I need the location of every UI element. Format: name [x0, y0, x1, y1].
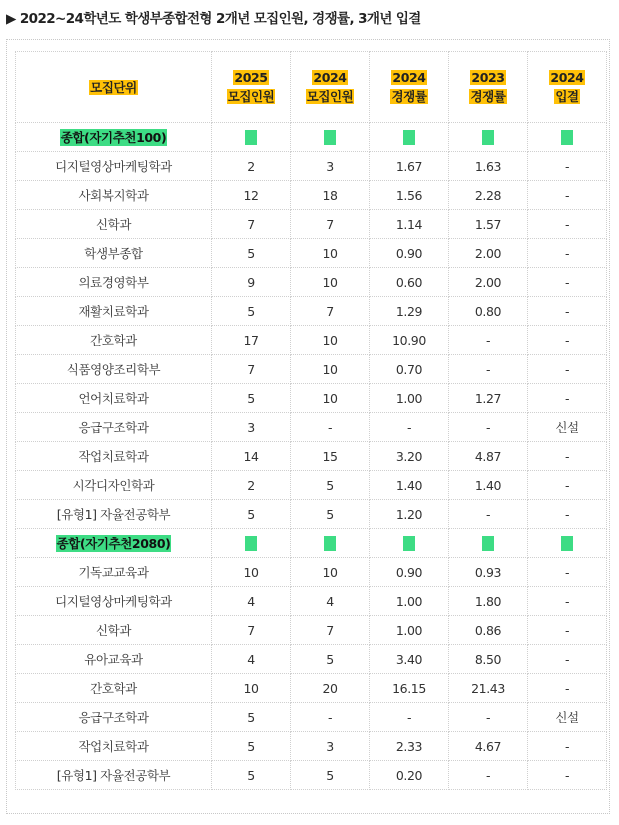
header-col: 2024 모집인원 — [291, 52, 370, 123]
value-cell: 1.00 — [370, 587, 449, 616]
value-cell: 10 — [291, 558, 370, 587]
department-cell: 의료경영학부 — [16, 268, 212, 297]
value-cell: 5 — [212, 732, 291, 761]
value-cell: - — [528, 732, 607, 761]
value-cell: 5 — [291, 645, 370, 674]
value-cell: 18 — [291, 181, 370, 210]
green-marker — [403, 130, 415, 145]
value-cell: 7 — [291, 297, 370, 326]
value-cell: 20 — [291, 674, 370, 703]
table-row — [16, 210, 607, 239]
table-row — [16, 384, 607, 413]
group-marker-cell — [449, 123, 528, 152]
group-name: 종합(자기추천100) — [16, 123, 212, 152]
value-cell: 1.00 — [370, 384, 449, 413]
department-cell: 신학과 — [16, 210, 212, 239]
admission-table — [15, 51, 607, 790]
value-cell: 10.90 — [370, 326, 449, 355]
value-cell: 0.90 — [370, 558, 449, 587]
value-cell: - — [528, 471, 607, 500]
value-cell: 5 — [212, 761, 291, 790]
value-cell: 3 — [291, 732, 370, 761]
value-cell: - — [370, 413, 449, 442]
green-marker — [324, 130, 336, 145]
header-col: 2023 경쟁률 — [449, 52, 528, 123]
value-cell: 14 — [212, 442, 291, 471]
value-cell: 신설 — [528, 413, 607, 442]
value-cell: 10 — [212, 558, 291, 587]
value-cell: 1.00 — [370, 616, 449, 645]
value-cell: 2.00 — [449, 239, 528, 268]
value-cell: 5 — [212, 297, 291, 326]
department-cell: 시각디자인학과 — [16, 471, 212, 500]
value-cell: - — [528, 239, 607, 268]
department-cell: 사회복지학과 — [16, 181, 212, 210]
header-unit: 모집단위 — [16, 52, 212, 123]
value-cell: 1.40 — [370, 471, 449, 500]
value-cell: 5 — [212, 703, 291, 732]
table-row — [16, 442, 607, 471]
value-cell: 8.50 — [449, 645, 528, 674]
value-cell: - — [449, 355, 528, 384]
value-cell: - — [291, 703, 370, 732]
value-cell: - — [528, 384, 607, 413]
value-cell: - — [449, 500, 528, 529]
department-cell: 간호학과 — [16, 674, 212, 703]
group-marker-cell — [370, 123, 449, 152]
green-marker — [403, 536, 415, 551]
green-marker — [482, 536, 494, 551]
value-cell: - — [370, 703, 449, 732]
value-cell: - — [528, 326, 607, 355]
department-cell: 작업치료학과 — [16, 442, 212, 471]
group-marker-cell — [291, 529, 370, 558]
group-row — [16, 123, 607, 152]
department-cell: 디지털영상마케팅학과 — [16, 152, 212, 181]
value-cell: - — [528, 761, 607, 790]
green-marker — [324, 536, 336, 551]
value-cell: 10 — [291, 326, 370, 355]
group-marker-cell — [212, 529, 291, 558]
value-cell: - — [528, 355, 607, 384]
table-row — [16, 152, 607, 181]
value-cell: 4.67 — [449, 732, 528, 761]
value-cell: 7 — [212, 210, 291, 239]
table-row — [16, 297, 607, 326]
table-row — [16, 500, 607, 529]
group-marker-cell — [528, 529, 607, 558]
table-row — [16, 558, 607, 587]
value-cell: 0.70 — [370, 355, 449, 384]
value-cell: - — [449, 703, 528, 732]
department-cell: 간호학과 — [16, 326, 212, 355]
value-cell: - — [528, 181, 607, 210]
value-cell: 10 — [291, 355, 370, 384]
value-cell: - — [528, 210, 607, 239]
value-cell: 0.90 — [370, 239, 449, 268]
value-cell: 16.15 — [370, 674, 449, 703]
table-row — [16, 616, 607, 645]
value-cell: 17 — [212, 326, 291, 355]
value-cell: 1.20 — [370, 500, 449, 529]
table-row — [16, 413, 607, 442]
header-col: 2025 모집인원 — [212, 52, 291, 123]
value-cell: 9 — [212, 268, 291, 297]
value-cell: 1.56 — [370, 181, 449, 210]
value-cell: - — [528, 587, 607, 616]
value-cell: 10 — [291, 268, 370, 297]
department-cell: 식품영양조리학부 — [16, 355, 212, 384]
header-col: 2024 입결 — [528, 52, 607, 123]
group-marker-cell — [212, 123, 291, 152]
value-cell: 0.80 — [449, 297, 528, 326]
table-row — [16, 703, 607, 732]
value-cell: 1.67 — [370, 152, 449, 181]
group-marker-cell — [370, 529, 449, 558]
value-cell: 4.87 — [449, 442, 528, 471]
value-cell: - — [528, 558, 607, 587]
value-cell: 2.33 — [370, 732, 449, 761]
value-cell: 1.27 — [449, 384, 528, 413]
green-marker — [561, 536, 573, 551]
value-cell: - — [449, 326, 528, 355]
value-cell: - — [449, 413, 528, 442]
value-cell: 10 — [212, 674, 291, 703]
value-cell: - — [528, 268, 607, 297]
department-cell: 신학과 — [16, 616, 212, 645]
value-cell: 5 — [212, 384, 291, 413]
green-marker — [561, 130, 573, 145]
value-cell: 5 — [291, 761, 370, 790]
value-cell: 12 — [212, 181, 291, 210]
value-cell: - — [528, 442, 607, 471]
value-cell: 0.93 — [449, 558, 528, 587]
value-cell: 0.86 — [449, 616, 528, 645]
value-cell: 5 — [212, 239, 291, 268]
page-title: ▶ 2022~24학년도 학생부종합전형 2개년 모집인원, 경쟁률, 3개년 입결 — [6, 11, 421, 27]
value-cell: 10 — [291, 384, 370, 413]
table-row — [16, 326, 607, 355]
value-cell: - — [528, 152, 607, 181]
value-cell: - — [528, 645, 607, 674]
group-row — [16, 529, 607, 558]
table-row — [16, 181, 607, 210]
value-cell: 0.20 — [370, 761, 449, 790]
value-cell: 4 — [212, 645, 291, 674]
value-cell: 2 — [212, 152, 291, 181]
value-cell: - — [291, 413, 370, 442]
value-cell: - — [528, 674, 607, 703]
group-name: 종합(자기추천2080) — [16, 529, 212, 558]
table-row — [16, 645, 607, 674]
table-row — [16, 587, 607, 616]
value-cell: 2 — [212, 471, 291, 500]
value-cell: 7 — [212, 355, 291, 384]
table-row — [16, 674, 607, 703]
value-cell: 3.20 — [370, 442, 449, 471]
value-cell: 1.63 — [449, 152, 528, 181]
department-cell: 작업치료학과 — [16, 732, 212, 761]
department-cell: 응급구조학과 — [16, 413, 212, 442]
green-marker — [245, 130, 257, 145]
department-cell: 학생부종합 — [16, 239, 212, 268]
value-cell: 3 — [291, 152, 370, 181]
value-cell: 2.28 — [449, 181, 528, 210]
value-cell: 5 — [212, 500, 291, 529]
value-cell: 1.29 — [370, 297, 449, 326]
value-cell: 0.60 — [370, 268, 449, 297]
green-marker — [482, 130, 494, 145]
value-cell: - — [528, 616, 607, 645]
value-cell: 3.40 — [370, 645, 449, 674]
header-col: 2024 경쟁률 — [370, 52, 449, 123]
group-marker-cell — [449, 529, 528, 558]
table-row — [16, 732, 607, 761]
header-row — [16, 52, 607, 123]
value-cell: - — [528, 297, 607, 326]
value-cell: 10 — [291, 239, 370, 268]
department-cell: 응급구조학과 — [16, 703, 212, 732]
value-cell: 15 — [291, 442, 370, 471]
value-cell: - — [528, 500, 607, 529]
table-row — [16, 761, 607, 790]
department-cell: 유아교육과 — [16, 645, 212, 674]
green-marker — [245, 536, 257, 551]
value-cell: 5 — [291, 500, 370, 529]
department-cell: 재활치료학과 — [16, 297, 212, 326]
value-cell: 4 — [212, 587, 291, 616]
value-cell: 신설 — [528, 703, 607, 732]
value-cell: 5 — [291, 471, 370, 500]
value-cell: 7 — [291, 210, 370, 239]
value-cell: 2.00 — [449, 268, 528, 297]
value-cell: 1.80 — [449, 587, 528, 616]
value-cell: 3 — [212, 413, 291, 442]
department-cell: [유형1] 자율전공학부 — [16, 761, 212, 790]
table-row — [16, 471, 607, 500]
table-row — [16, 355, 607, 384]
department-cell: 기독교교육과 — [16, 558, 212, 587]
table-row — [16, 268, 607, 297]
table-row — [16, 239, 607, 268]
value-cell: 7 — [291, 616, 370, 645]
value-cell: 1.40 — [449, 471, 528, 500]
value-cell: 4 — [291, 587, 370, 616]
value-cell: 1.57 — [449, 210, 528, 239]
department-cell: [유형1] 자율전공학부 — [16, 500, 212, 529]
department-cell: 언어치료학과 — [16, 384, 212, 413]
group-marker-cell — [291, 123, 370, 152]
value-cell: - — [449, 761, 528, 790]
group-marker-cell — [528, 123, 607, 152]
value-cell: 7 — [212, 616, 291, 645]
value-cell: 1.14 — [370, 210, 449, 239]
value-cell: 21.43 — [449, 674, 528, 703]
department-cell: 디지털영상마케팅학과 — [16, 587, 212, 616]
